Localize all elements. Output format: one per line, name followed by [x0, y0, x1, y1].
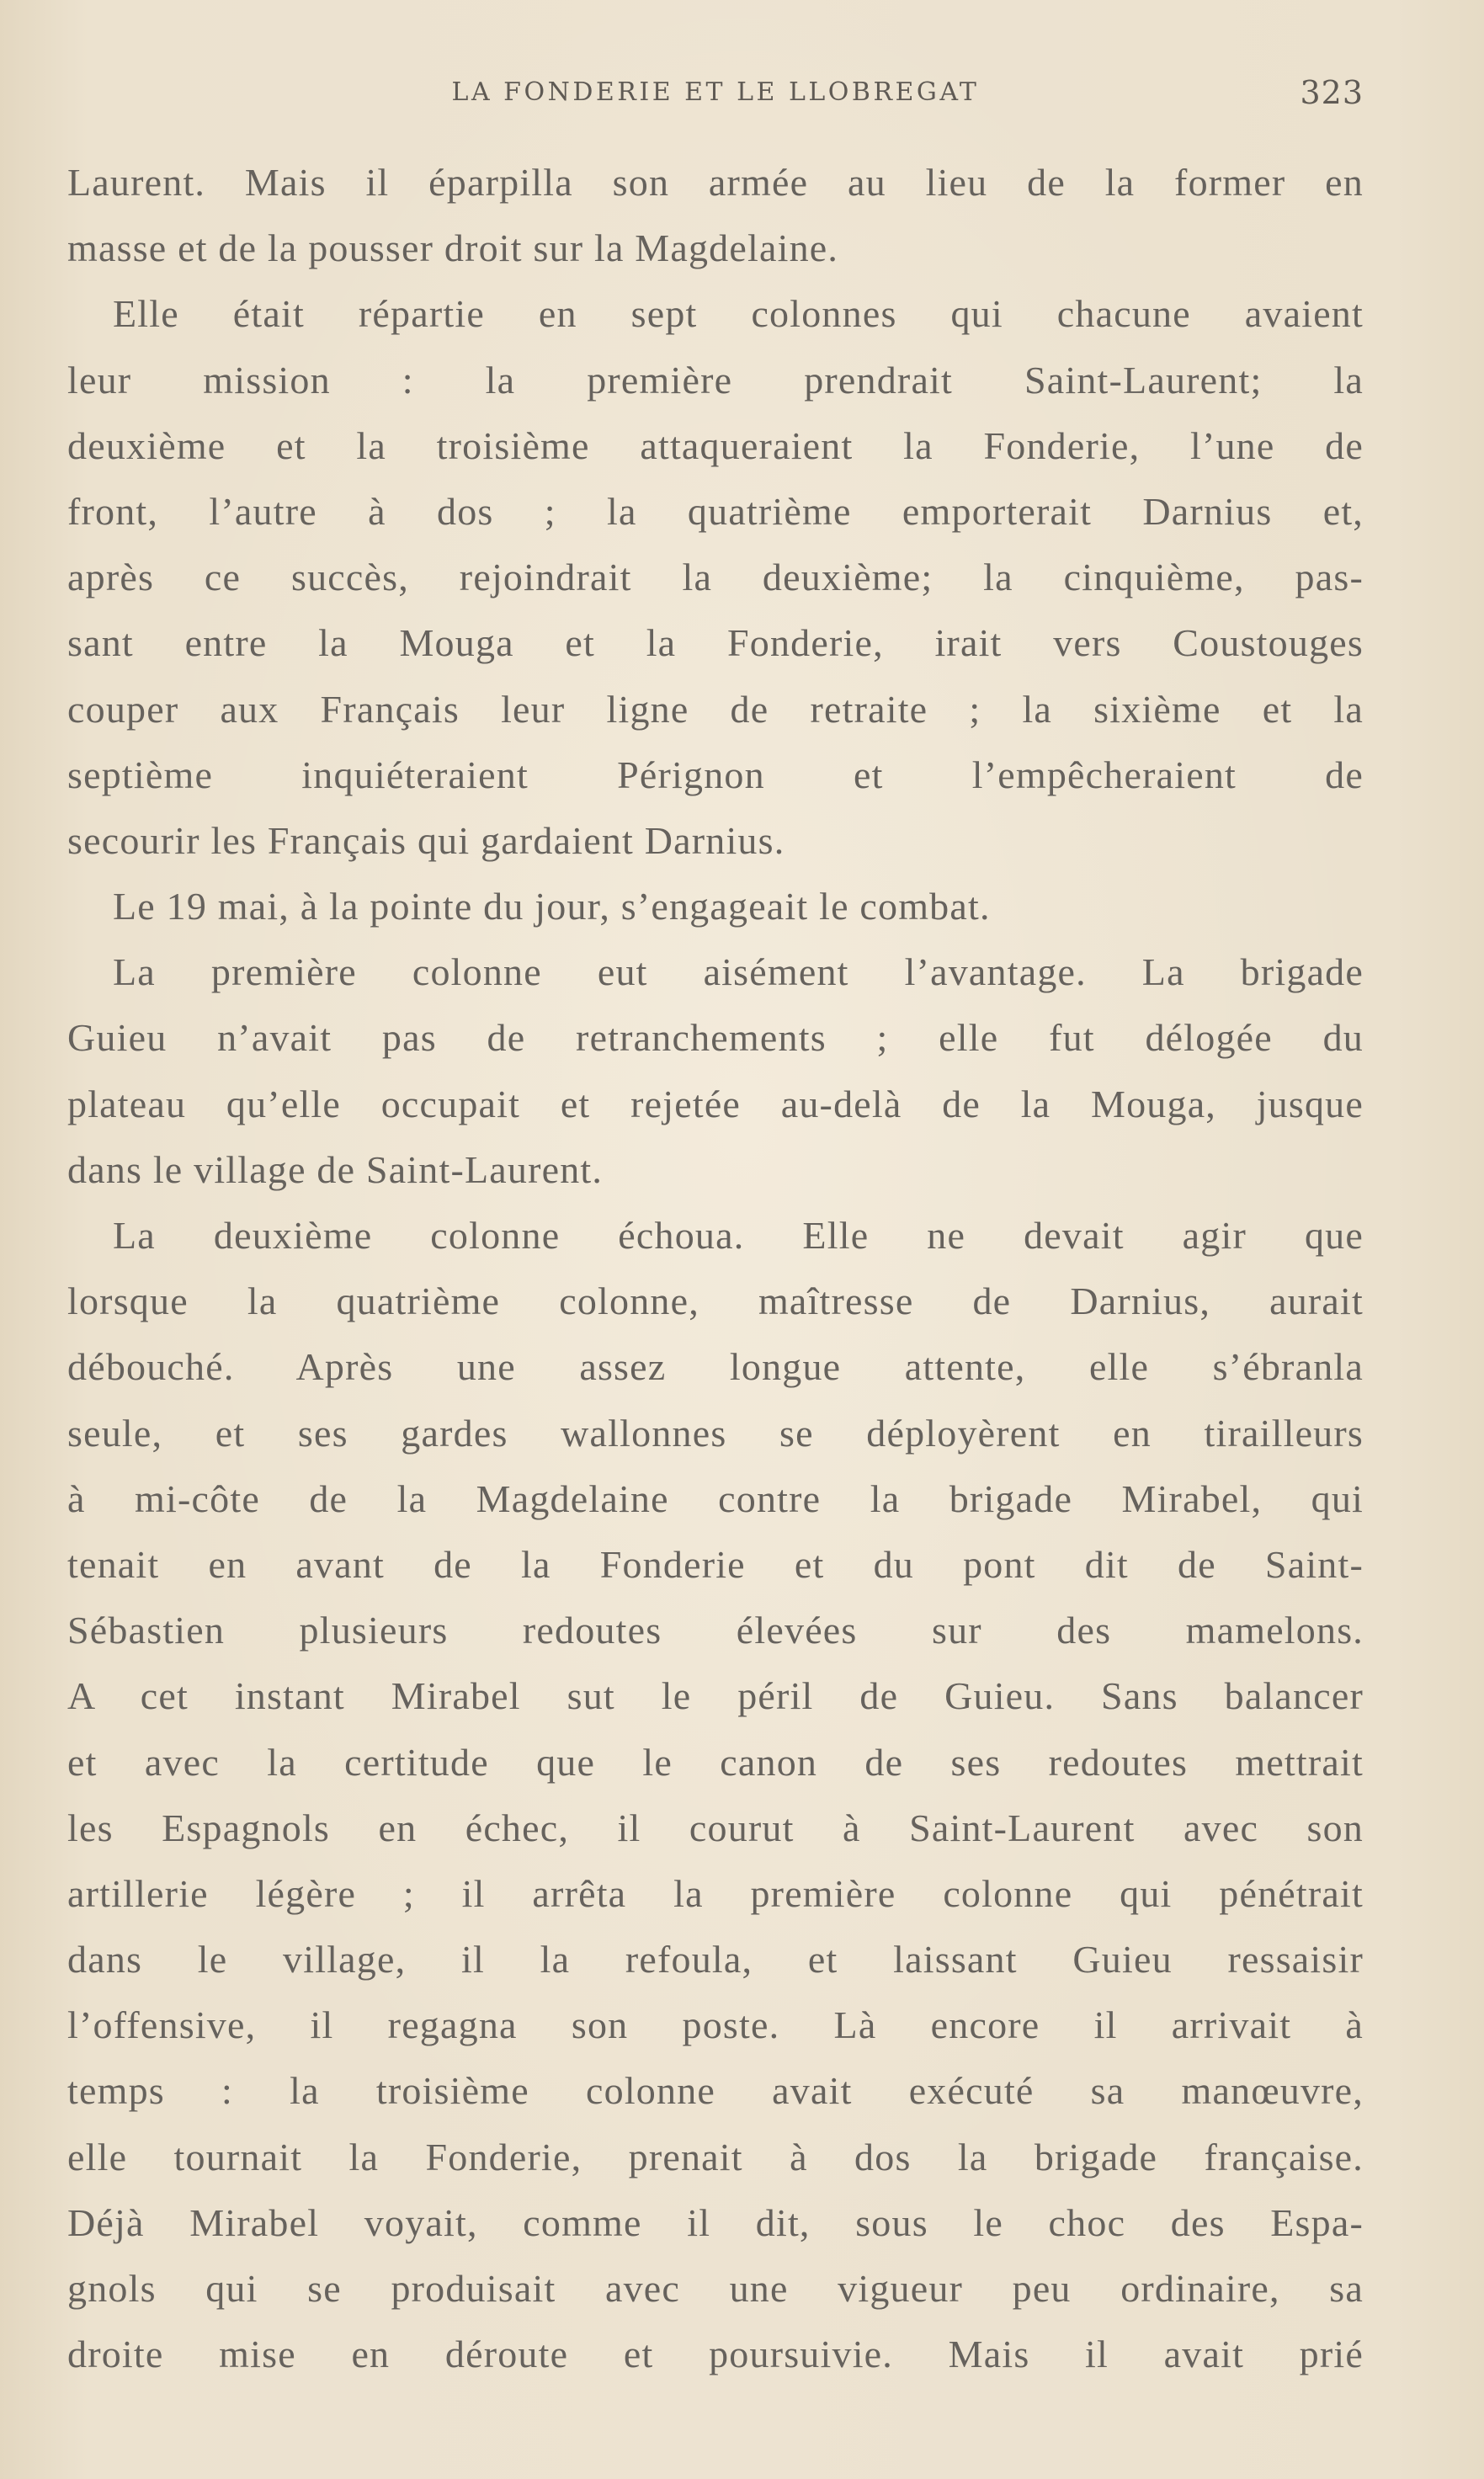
page-header [67, 74, 1364, 116]
text-line: Elle était répartie en sept colonnes qui chacune avaient [113, 292, 1364, 336]
text-line: Déjà Mirabel voyait, comme il dit, sous le choc des Espa- [67, 2200, 1364, 2244]
text-line: secourir les Français qui gardaient Darnius. [67, 818, 785, 862]
text-line: et avec la certitude que le canon de ses redoutes mettrait [67, 1740, 1364, 1784]
text-line: gnols qui se produisait avec une vigueur peu ordinaire, sa [67, 2267, 1364, 2310]
text-line: sant entre la Mouga et la Fonderie, irait vers Coustouges [67, 621, 1364, 665]
text-line: leur mission : la première prendrait Saint-Laurent; la [67, 358, 1364, 402]
text-line: Guieu n’avait pas de retranchements ; elle fut délogée du [67, 1016, 1364, 1060]
text-line: Laurent. Mais il éparpilla son armée au lieu de la former en [67, 161, 1364, 204]
text-line: plateau qu’elle occupait et rejetée au-delà de la Mouga, jusque [67, 1082, 1364, 1125]
text-line: septième inquiéteraient Pérignon et l’empêcheraient de [67, 753, 1364, 796]
text-line: elle tournait la Fonderie, prenait à dos la brigade française. [67, 2135, 1364, 2178]
text-line: à mi-côte de la Magdelaine contre la brigade Mirabel, qui [67, 1476, 1364, 1520]
text-line: droite mise en déroute et poursuivie. Mais il avait prié [67, 2333, 1364, 2376]
text-line: tenait en avant de la Fonderie et du pont dit de Saint- [67, 1542, 1364, 1586]
text-line: masse et de la pousser droit sur la Magdelaine. [67, 226, 839, 270]
page-number: 323 [1300, 74, 1364, 111]
text-line: l’offensive, il regagna son poste. Là encore il arrivait à [67, 2003, 1364, 2047]
body-text [67, 150, 1364, 2387]
text-line: La deuxième colonne échoua. Elle ne devait agir que [113, 1214, 1364, 1257]
text-line: couper aux Français leur ligne de retraite ; la sixième et la [67, 687, 1364, 731]
text-line: Le 19 mai, à la pointe du jour, s’engageait le combat. [113, 885, 991, 928]
text-line: dans le village de Saint-Laurent. [67, 1147, 604, 1191]
text-line: deuxième et la troisième attaqueraient la Fonderie, l’une de [67, 423, 1364, 467]
text-line: front, l’autre à dos ; la quatrième emporterait Darnius et, [67, 489, 1364, 533]
text-line: les Espagnols en échec, il courut à Saint-Laurent avec son [67, 1806, 1364, 1849]
text-line: La première colonne eut aisément l’avantage. La brigade [113, 950, 1364, 994]
text-line: artillerie légère ; il arrêta la première colonne qui pénétrait [67, 1871, 1364, 1915]
text-line: débouché. Après une assez longue attente, elle s’ébranla [67, 1345, 1364, 1389]
text-line: après ce succès, rejoindrait la deuxième; la cinquième, pas- [67, 556, 1364, 599]
text-line: dans le village, il la refoula, et laissant Guieu ressaisir [67, 1938, 1364, 1982]
text-line: seule, et ses gardes wallonnes se déployèrent en tirailleurs [67, 1411, 1364, 1455]
text-line: lorsque la quatrième colonne, maîtresse de Darnius, aurait [67, 1279, 1364, 1323]
text-line: A cet instant Mirabel sut le péril de Guieu. Sans balancer [67, 1674, 1364, 1718]
text-line: temps : la troisième colonne avait exécuté sa manœuvre, [67, 2069, 1364, 2113]
text-line: Sébastien plusieurs redoutes élevées sur des mamelons. [67, 1609, 1364, 1652]
running-title: LA FONDERIE ET LE LLOBREGAT [451, 77, 980, 107]
